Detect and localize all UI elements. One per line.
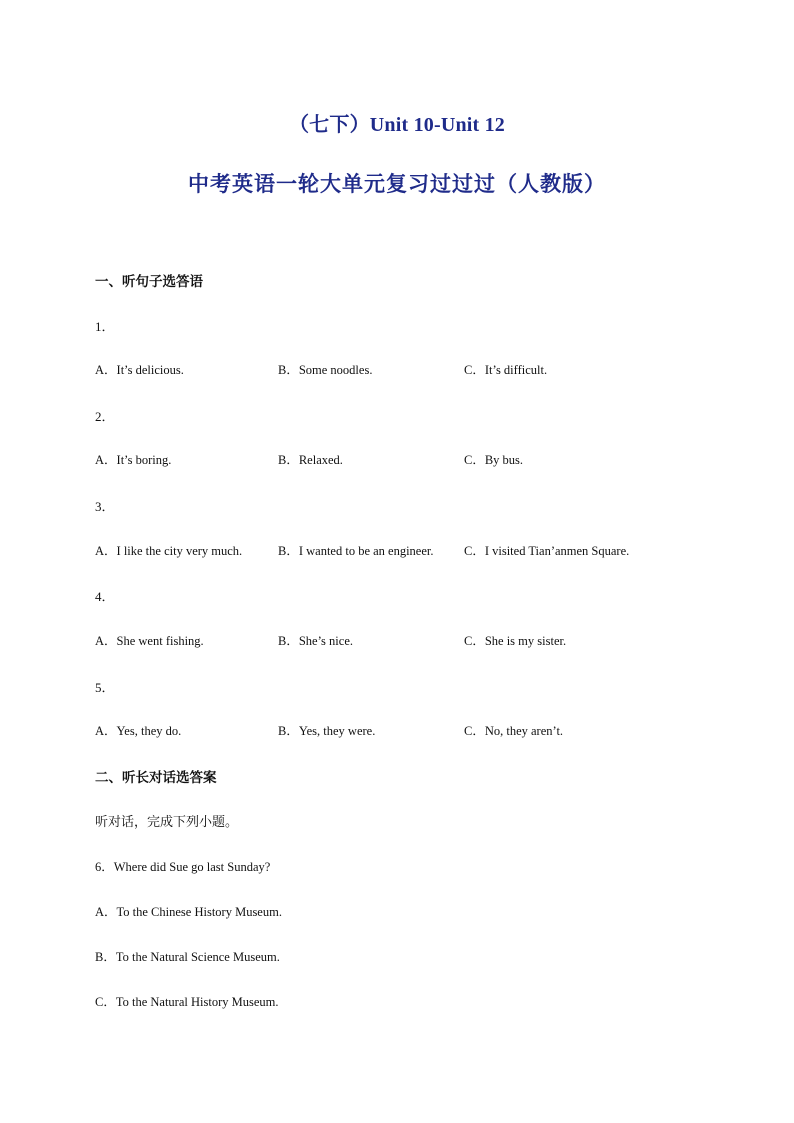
section2-instruction: 听对话，完成下列小题。 (95, 814, 239, 829)
option-a: A．Yes, they do. (95, 724, 182, 738)
question-6-text: 6．Where did Sue go last Sunday? (95, 860, 271, 874)
question-1-number: 1． (95, 319, 115, 334)
option-a: A．She went fishing. (95, 634, 204, 648)
question-4-number: 4． (95, 589, 115, 604)
page-title: （七下）Unit 10-Unit 12 (288, 114, 506, 136)
option-c: C．No, they aren’t. (464, 724, 564, 738)
question-5-options (95, 721, 715, 739)
question-1-options (95, 360, 715, 378)
question-4-options (95, 631, 715, 649)
question-6-option-c: C．To the Natural History Museum. (95, 995, 279, 1009)
page-subtitle: 中考英语一轮大单元复习过过过（人教版） (188, 172, 606, 196)
question-2-options (95, 450, 715, 468)
question-3-number: 3． (95, 499, 115, 514)
option-a: A．I like the city very much. (95, 544, 243, 558)
question-6-option-b: B．To the Natural Science Museum. (95, 950, 280, 964)
question-6-option-a: A．To the Chinese History Museum. (95, 905, 282, 919)
option-c: C．She is my sister. (464, 634, 567, 648)
option-b: B．Relaxed. (278, 453, 343, 467)
option-b: B．Yes, they were. (278, 724, 376, 738)
section2-heading: 二、听长对话选答案 (95, 770, 217, 785)
question-5-number: 5． (95, 680, 115, 695)
option-b: B．She’s nice. (278, 634, 353, 648)
question-2-number: 2． (95, 409, 115, 424)
option-b: B．I wanted to be an engineer. (278, 544, 434, 558)
option-c: C．It’s difficult. (464, 363, 548, 377)
question-3-options (95, 541, 715, 559)
option-a: A．It’s boring. (95, 453, 172, 467)
option-a: A．It’s delicious. (95, 363, 184, 377)
section1-heading: 一、听句子选答语 (95, 274, 203, 289)
option-c: C．I visited Tian’anmen Square. (464, 544, 630, 558)
option-c: C．By bus. (464, 453, 524, 467)
option-b: B．Some noodles. (278, 363, 373, 377)
